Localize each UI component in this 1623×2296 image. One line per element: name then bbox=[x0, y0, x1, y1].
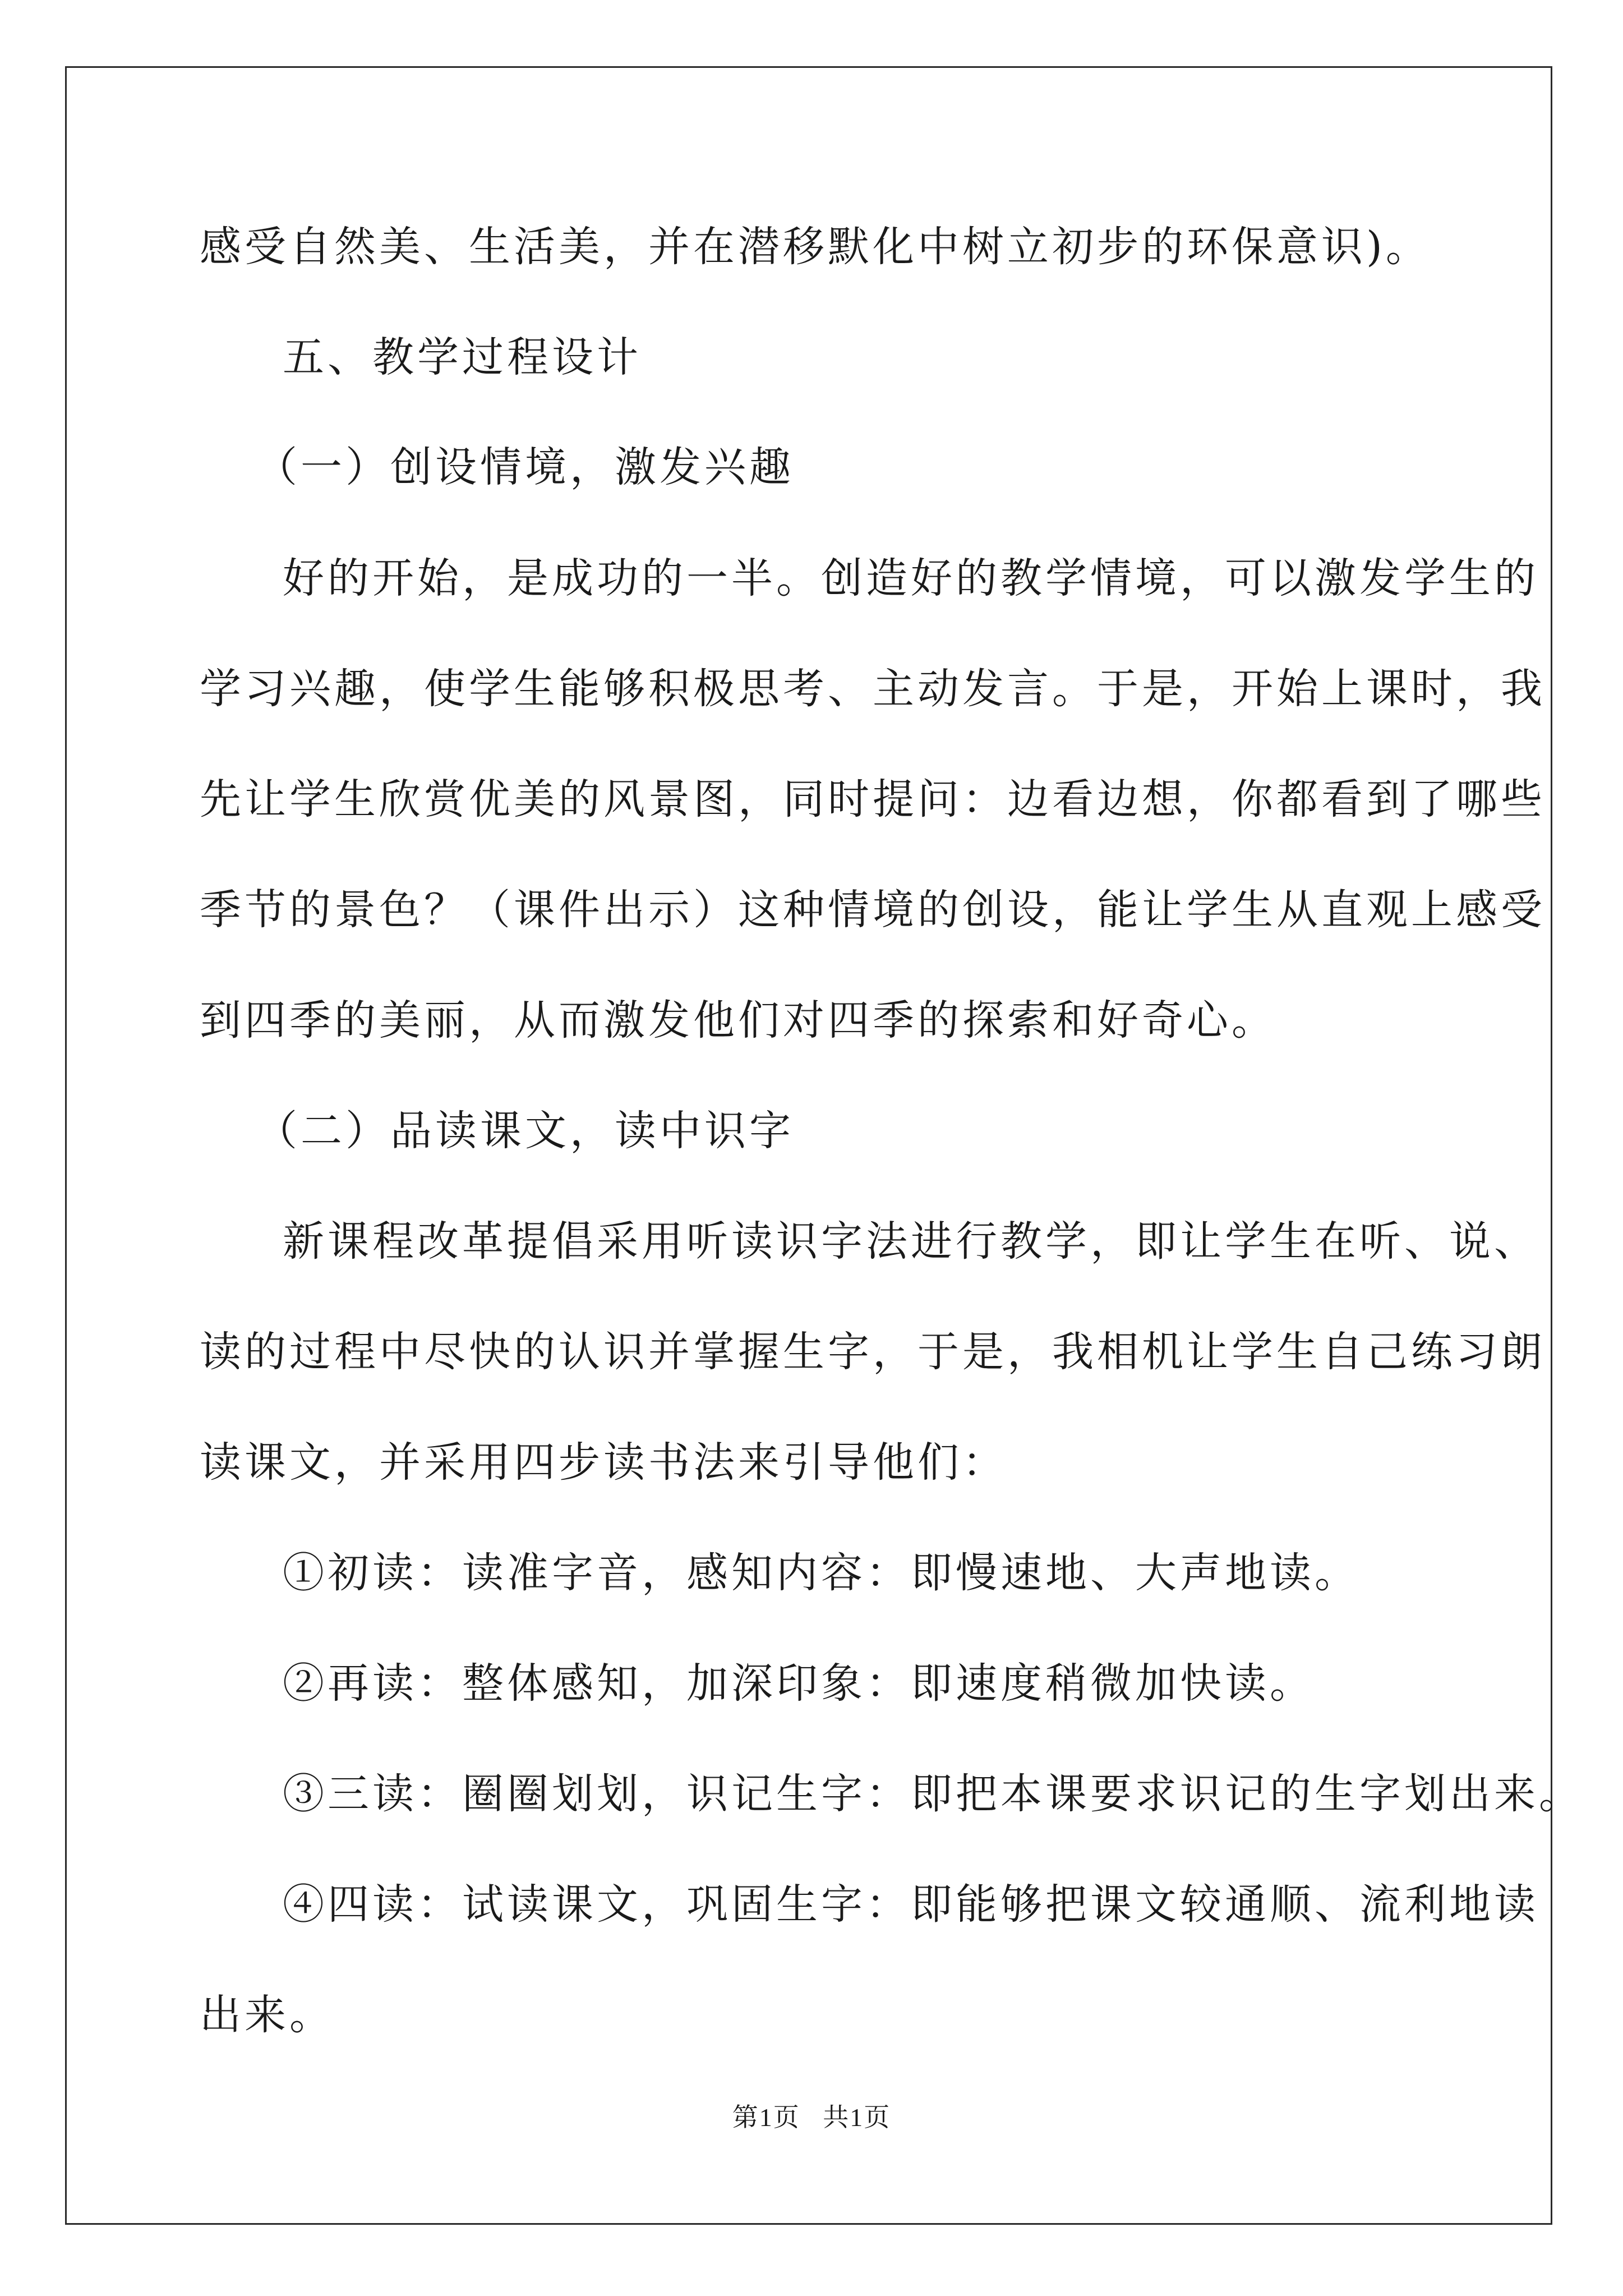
body-line-1: 感受自然美、生活美，并在潜移默化中树立初步的环保意识)。 bbox=[200, 223, 1431, 271]
subheading-read-text: （二）品读课文，读中识字 bbox=[256, 1107, 794, 1155]
body-line-10: 新课程改革提倡采用听读识字法进行教学，即让学生在听、说、 bbox=[283, 1217, 1539, 1266]
body-line-5: 学习兴趣，使学生能够积极思考、主动发言。于是，开始上课时，我 bbox=[200, 665, 1546, 713]
body-line-7: 季节的景色？（课件出示）这种情境的创设，能让学生从直观上感受 bbox=[200, 886, 1546, 934]
body-line-17: 出来。 bbox=[200, 1991, 334, 2039]
list-item-first-read: ①初读：读准字音，感知内容：即慢速地、大声地读。 bbox=[283, 1549, 1359, 1597]
page-total: 共1页 bbox=[823, 2103, 891, 2132]
body-line-6: 先让学生欣赏优美的风景图，同时提问：边看边想，你都看到了哪些 bbox=[200, 775, 1546, 823]
list-item-second-read: ②再读：整体感知，加深印象：即速度稍微加快读。 bbox=[283, 1659, 1315, 1708]
list-item-third-read: ③三读：圈圈划划，识记生字：即把本课要求识记的生字划出来。 bbox=[283, 1770, 1584, 1818]
body-line-8: 到四季的美丽，从而激发他们对四季的探索和好奇心。 bbox=[200, 996, 1276, 1045]
subheading-create-situation: （一）创设情境，激发兴趣 bbox=[256, 443, 794, 491]
page-number: 第1页 bbox=[732, 2103, 800, 2132]
body-line-12: 读课文，并采用四步读书法来引导他们： bbox=[200, 1438, 1007, 1487]
body-line-4: 好的开始，是成功的一半。创造好的教学情境，可以激发学生的 bbox=[283, 554, 1539, 602]
section-heading-teaching-process: 五、教学过程设计 bbox=[283, 333, 642, 381]
body-line-11: 读的过程中尽快的认识并掌握生字，于是，我相机让学生自己练习朗 bbox=[200, 1328, 1546, 1376]
list-item-fourth-read: ④四读：试读课文，巩固生字：即能够把课文较通顺、流利地读 bbox=[283, 1880, 1539, 1929]
page-footer bbox=[0, 2097, 1623, 2134]
